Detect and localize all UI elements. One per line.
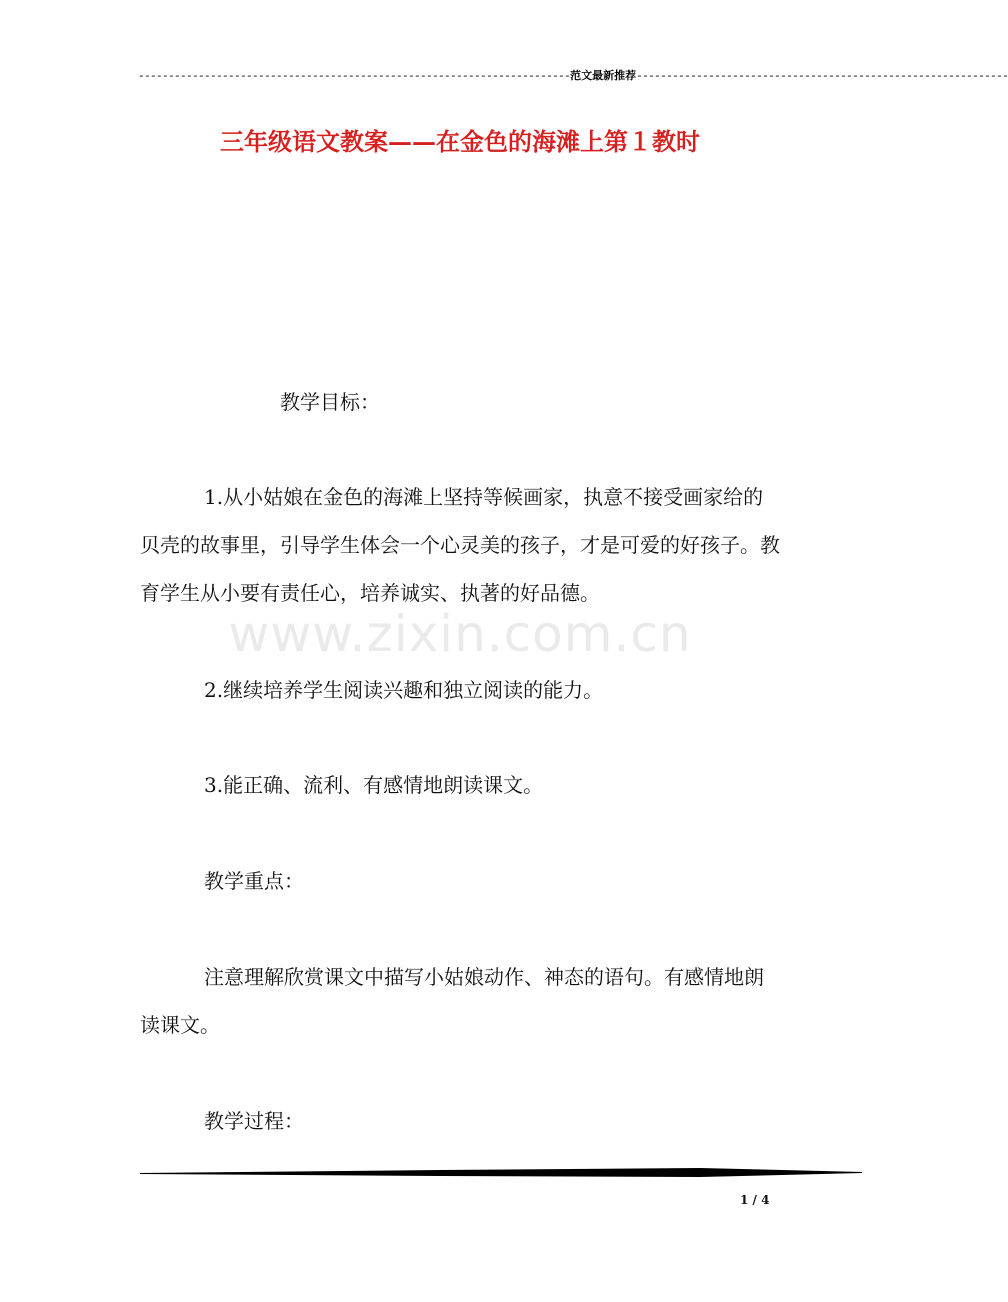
page-number: 1 / 4	[740, 1193, 770, 1207]
header-dashes-right: --------------------------------------------------------------	[636, 71, 1008, 83]
header-label: 范文最新推荐	[570, 69, 637, 82]
objective-3: 3.能正确、流利、有感情地朗读课文。	[204, 773, 544, 797]
header-dashes-left: ------------------------------------------------------------------------	[138, 71, 571, 83]
focus-heading: 教学重点：	[204, 869, 304, 893]
page-header	[138, 68, 1008, 85]
watermark: www.zixin.com.cn	[228, 605, 692, 663]
focus-text: 注意理解欣赏课文中描写小姑娘动作、神态的语句。有感情地朗读课文。	[140, 965, 764, 1037]
footer-rule	[140, 1166, 862, 1180]
objectives-heading: 教学目标：	[280, 390, 380, 414]
process-heading: 教学过程：	[204, 1109, 304, 1133]
objective-1: 1.从小姑娘在金色的海滩上坚持等候画家，执意不接受画家给的贝壳的故事里，引导学生体会一个心灵美的孩子，才是可爱的好孩子。教育学生从小要有责任心，培养诚实、执著的好品德。	[140, 485, 780, 605]
document-title: 三年级语文教案——在金色的海滩上第１教时	[220, 127, 700, 156]
objective-2: 2.继续培养学生阅读兴趣和独立阅读的能力。	[204, 678, 604, 702]
